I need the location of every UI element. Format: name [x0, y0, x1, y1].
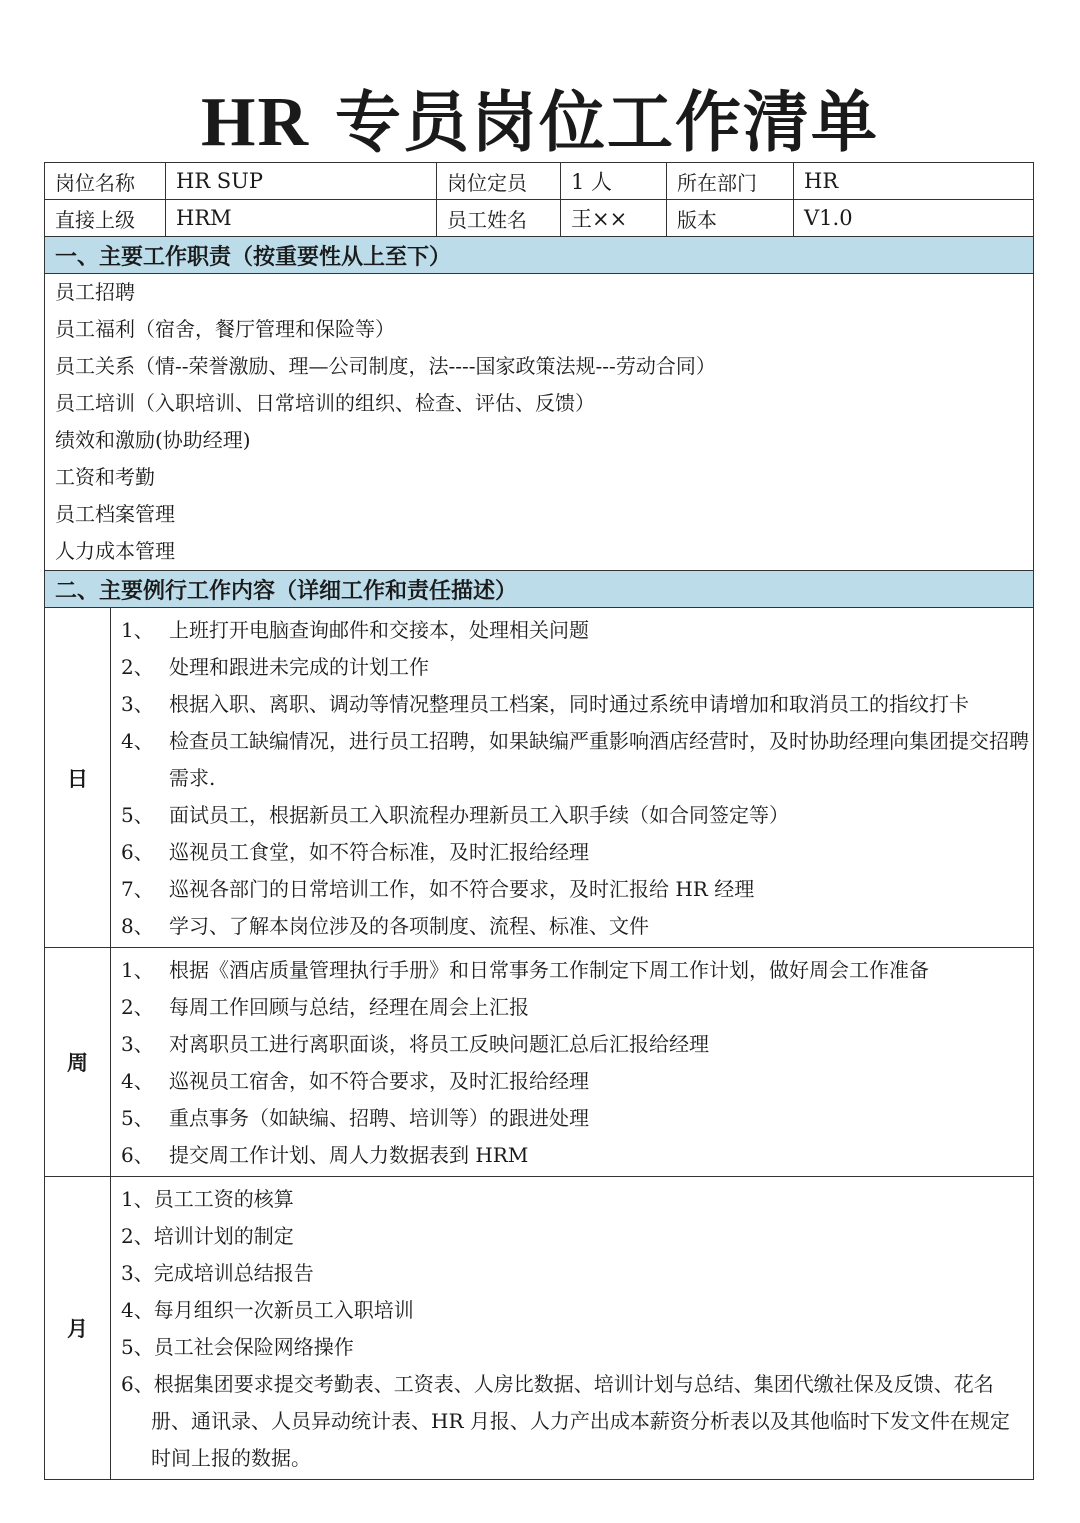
label-employee-name: 员工姓名: [437, 200, 561, 237]
item-text: 提交周工作计划、周人力数据表到 HRM: [169, 1143, 529, 1167]
item-text: 巡视员工食堂，如不符合标准，及时汇报给经理: [169, 840, 589, 864]
label-supervisor: 直接上级: [45, 200, 166, 237]
label-position-name: 岗位名称: [45, 163, 166, 200]
period-daily: 日: [45, 608, 111, 948]
label-version: 版本: [667, 200, 794, 237]
list-item: 2、培训计划的制定: [121, 1224, 294, 1248]
job-checklist-table: [44, 162, 1034, 1480]
list-item: [121, 871, 1029, 908]
monthly-items: [111, 1177, 1034, 1480]
page-title: [0, 78, 1080, 168]
list-item: 员工档案管理: [55, 502, 175, 526]
item-number: 2、: [121, 655, 154, 679]
title-latin: HR: [201, 84, 310, 161]
list-item: 3、完成培训总结报告: [121, 1261, 314, 1285]
list-item: 4、每月组织一次新员工入职培训: [121, 1298, 414, 1322]
item-text: 面试员工，根据新员工入职流程办理新员工入职手续（如合同签定等）: [169, 803, 789, 827]
period-weekly: 周: [45, 948, 111, 1177]
list-item: 员工招聘: [55, 280, 135, 304]
item-number: 8、: [121, 914, 154, 938]
list-item: [121, 686, 1029, 723]
section-heading-row: [45, 237, 1034, 274]
period-monthly: 月: [45, 1177, 111, 1480]
list-item: [121, 1137, 1029, 1174]
list-item: 工资和考勤: [55, 465, 155, 489]
list-item: [121, 612, 1029, 649]
item-text: 对离职员工进行离职面谈，将员工反映问题汇总后汇报给经理: [169, 1032, 709, 1056]
item-text: 每周工作回顾与总结，经理在周会上汇报: [169, 995, 529, 1019]
item-text: 处理和跟进未完成的计划工作: [169, 655, 429, 679]
list-item: [121, 989, 1029, 1026]
list-item: 人力成本管理: [55, 539, 175, 563]
list-item: [121, 723, 1029, 797]
value-version: V1.0: [794, 200, 1034, 237]
value-position-name: HR SUP: [166, 163, 437, 200]
list-item: 员工关系（情--荣誉激励、理—公司制度，法----国家政策法规---劳动合同）: [55, 354, 716, 378]
item-text: 根据《酒店质量管理执行手册》和日常事务工作制定下周工作计划，做好周会工作准备: [169, 958, 929, 982]
label-department: 所在部门: [667, 163, 794, 200]
list-item: [121, 834, 1029, 871]
list-item: 员工培训（入职培训、日常培训的组织、检查、评估、反馈）: [55, 391, 595, 415]
list-item: [121, 797, 1029, 834]
responsibilities-list: [45, 274, 1034, 571]
item-number: 5、: [121, 803, 154, 827]
section-heading-row: [45, 571, 1034, 608]
info-row-2: [45, 200, 1034, 237]
label-headcount: 岗位定员: [437, 163, 561, 200]
list-item: 6、根据集团要求提交考勤表、工资表、人房比数据、培训计划与总结、集团代缴社保及反馈、花名册、通讯录、人员异动统计表、HR 月报、人力产出成本薪资分析表以及其他临时下发文件在规定时间上报的数据。: [121, 1372, 1010, 1470]
item-text: 检查员工缺编情况，进行员工招聘，如果缺编严重影响酒店经营时，及时协助经理向集团提交招聘需求.: [169, 729, 1029, 790]
list-item: 1、员工工资的核算: [121, 1187, 294, 1211]
item-number: 2、: [121, 995, 154, 1019]
responsibilities-row: [45, 274, 1034, 571]
list-item: 5、员工社会保险网络操作: [121, 1335, 354, 1359]
daily-items: [111, 608, 1034, 948]
item-text: 巡视员工宿舍，如不符合要求，及时汇报给经理: [169, 1069, 589, 1093]
item-number: 5、: [121, 1106, 154, 1130]
value-headcount: 1 人: [561, 163, 667, 200]
weekly-row: [45, 948, 1034, 1177]
list-item: [121, 1063, 1029, 1100]
monthly-row: [45, 1177, 1034, 1480]
item-text: 重点事务（如缺编、招聘、培训等）的跟进处理: [169, 1106, 589, 1130]
item-number: 7、: [121, 877, 154, 901]
list-item: 绩效和激励(协助经理): [55, 428, 251, 452]
item-text: 上班打开电脑查询邮件和交接本，处理相关问题: [169, 618, 589, 642]
item-number: 6、: [121, 1143, 154, 1167]
value-supervisor: HRM: [166, 200, 437, 237]
weekly-items: [111, 948, 1034, 1177]
item-number: 3、: [121, 692, 154, 716]
list-item: [121, 952, 1029, 989]
list-item: 员工福利（宿舍，餐厅管理和保险等）: [55, 317, 395, 341]
item-number: 6、: [121, 840, 154, 864]
value-employee-name: 王××: [561, 200, 667, 237]
list-item: [121, 649, 1029, 686]
item-number: 4、: [121, 729, 154, 753]
daily-row: [45, 608, 1034, 948]
list-item: [121, 1100, 1029, 1137]
item-number: 1、: [121, 618, 154, 642]
value-department: HR: [794, 163, 1034, 200]
item-text: 学习、了解本岗位涉及的各项制度、流程、标准、文件: [169, 914, 649, 938]
info-row-1: [45, 163, 1034, 200]
list-item: [121, 908, 1029, 945]
section2-heading: 二、主要例行工作内容（详细工作和责任描述）: [45, 571, 1034, 608]
list-item: [121, 1026, 1029, 1063]
title-cjk: 专员岗位工作清单: [334, 84, 879, 161]
item-text: 巡视各部门的日常培训工作，如不符合要求，及时汇报给 HR 经理: [169, 877, 755, 901]
item-number: 4、: [121, 1069, 154, 1093]
item-number: 3、: [121, 1032, 154, 1056]
item-text: 根据入职、离职、调动等情况整理员工档案，同时通过系统申请增加和取消员工的指纹打卡: [169, 692, 969, 716]
section1-heading: 一、主要工作职责（按重要性从上至下）: [45, 237, 1034, 274]
item-number: 1、: [121, 958, 154, 982]
